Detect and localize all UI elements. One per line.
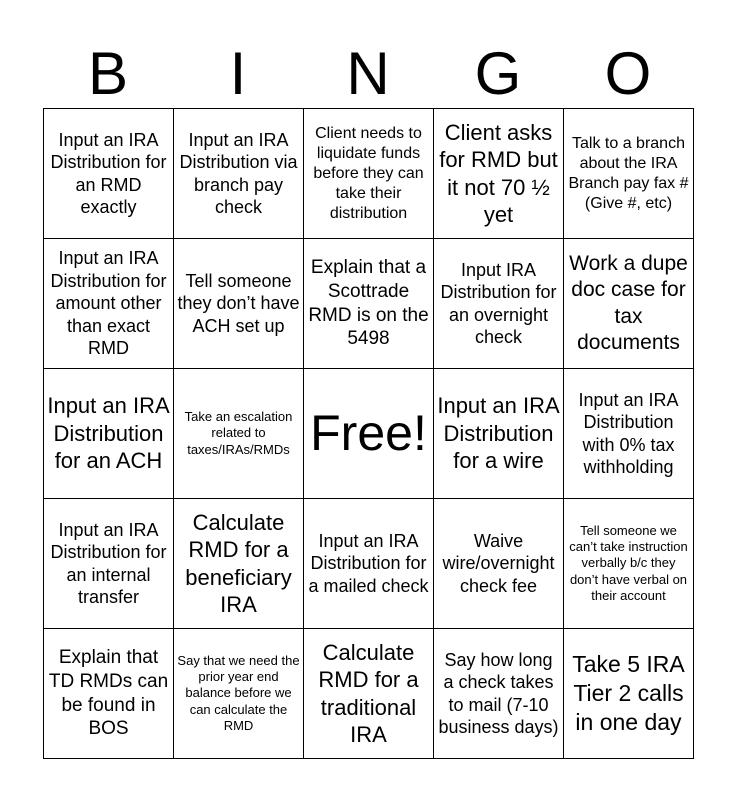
header-letter-g: G xyxy=(474,40,522,107)
header-letter-o: O xyxy=(604,40,652,107)
bingo-cell: Input an IRA Distribution for a wire xyxy=(434,369,564,499)
bingo-cell: Tell someone they don’t have ACH set up xyxy=(174,239,304,369)
bingo-card xyxy=(43,108,694,759)
bingo-cell: Input an IRA Distribution with 0% tax withholding xyxy=(564,369,694,499)
bingo-row xyxy=(44,629,694,759)
bingo-cell: Client asks for RMD but it not 70 ½ yet xyxy=(434,109,564,239)
bingo-cell: Input an IRA Distribution for amount other than exact RMD xyxy=(44,239,174,369)
bingo-cell: Input an IRA Distribution for an internal transfer xyxy=(44,499,174,629)
bingo-row xyxy=(44,109,694,239)
bingo-cell: Say that we need the prior year end balance before we can calculate the RMD xyxy=(174,629,304,759)
bingo-cell: Explain that TD RMDs can be found in BOS xyxy=(44,629,174,759)
bingo-header xyxy=(43,40,693,108)
bingo-cell: Client needs to liquidate funds before they can take their distribution xyxy=(304,109,434,239)
bingo-cell: Take 5 IRA Tier 2 calls in one day xyxy=(564,629,694,759)
bingo-row xyxy=(44,499,694,629)
header-letter-i: I xyxy=(229,40,247,107)
bingo-cell: Input an IRA Distribution via branch pay check xyxy=(174,109,304,239)
bingo-cell: Calculate RMD for a beneficiary IRA xyxy=(174,499,304,629)
bingo-row xyxy=(44,239,694,369)
bingo-cell: Take an escalation related to taxes/IRAs/RMDs xyxy=(174,369,304,499)
bingo-cell: Talk to a branch about the IRA Branch pay fax # (Give #, etc) xyxy=(564,109,694,239)
bingo-row xyxy=(44,369,694,499)
header-letter-n: N xyxy=(346,40,390,107)
bingo-cell: Explain that a Scottrade RMD is on the 5498 xyxy=(304,239,434,369)
header-letter-b: B xyxy=(87,40,129,107)
bingo-cell: Input IRA Distribution for an overnight check xyxy=(434,239,564,369)
bingo-cell: Input an IRA Distribution for an RMD exactly xyxy=(44,109,174,239)
bingo-cell: Input an IRA Distribution for a mailed check xyxy=(304,499,434,629)
bingo-cell: Calculate RMD for a traditional IRA xyxy=(304,629,434,759)
bingo-cell: Waive wire/overnight check fee xyxy=(434,499,564,629)
free-space: Free! xyxy=(304,369,434,499)
bingo-cell: Input an IRA Distribution for an ACH xyxy=(44,369,174,499)
bingo-cell: Tell someone we can’t take instruction verbally b/c they don’t have verbal on their account xyxy=(564,499,694,629)
bingo-cell: Say how long a check takes to mail (7-10 business days) xyxy=(434,629,564,759)
bingo-cell: Work a dupe doc case for tax documents xyxy=(564,239,694,369)
